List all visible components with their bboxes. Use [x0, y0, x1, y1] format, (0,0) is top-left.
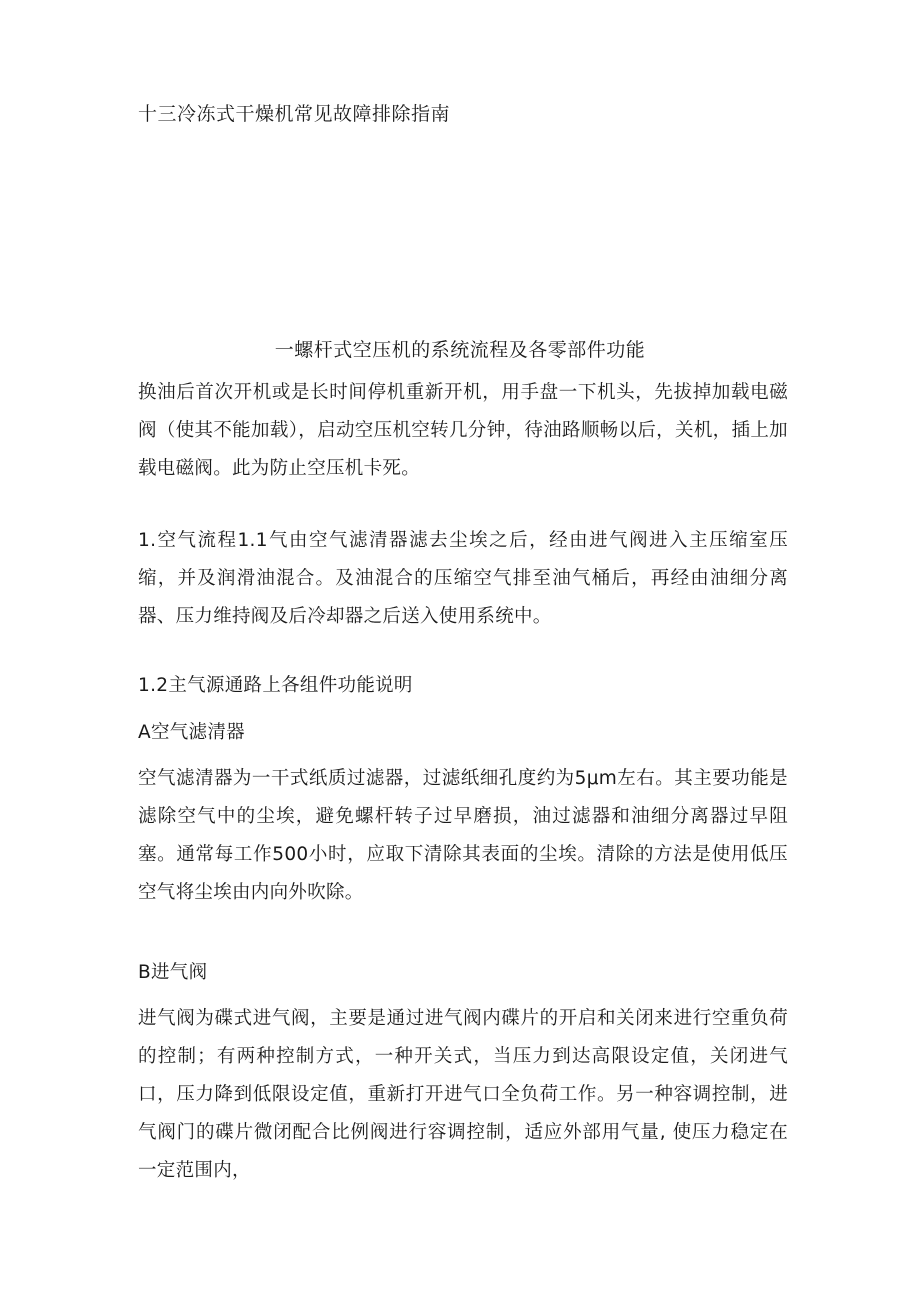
air-filter-paragraph: 空气滤清器为一干式纸质过滤器，过滤纸细孔度约为5μm左右。其主要功能是滤除空气中的尘埃，避免螺杆转子过早磨损，油过滤器和油细分离器过早阻塞。通常每工作500小时，应取下清除其表面的尘埃。清除的方法是使用低压空气将尘埃由内向外吹除。 [138, 768, 788, 903]
intake-valve-heading: B进气阀 [138, 962, 208, 983]
section-title: 一螺杆式空压机的系统流程及各零部件功能 [274, 339, 646, 361]
document-title: 十三冷冻式干燥机常见故障排除指南 [138, 103, 451, 125]
intro-paragraph: 换油后首次开机或是长时间停机重新开机，用手盘一下机头，先拔掉加载电磁阀（使其不能加载），启动空压机空转几分钟，待油路顺畅以后，关机，插上加载电磁阀。此为防止空压机卡死。 [138, 382, 788, 479]
air-filter-heading: A空气滤清器 [138, 722, 245, 743]
intake-valve-paragraph: 进气阀为碟式进气阀，主要是通过进气阀内碟片的开启和关闭来进行空重负荷的控制；有两种控制方式，一种开关式，当压力到达高限设定值，关闭进气口，压力降到低限设定值，重新打开进气口全负荷工作。另一种容调控制，进气阀门的碟片微闭配合比例阀进行容调控制，适应外部用气量, 使压力稳定在一定范围内， [138, 1008, 788, 1181]
components-heading: 1.2主气源通路上各组件功能说明 [138, 675, 413, 696]
air-flow-paragraph: 1.空气流程1.1气由空气滤清器滤去尘埃之后，经由进气阀进入主压缩室压缩，并及润滑油混合。及油混合的压缩空气排至油气桶后，再经由油细分离器、压力维持阀及后冷却器之后送入使用系统中。 [138, 530, 788, 627]
